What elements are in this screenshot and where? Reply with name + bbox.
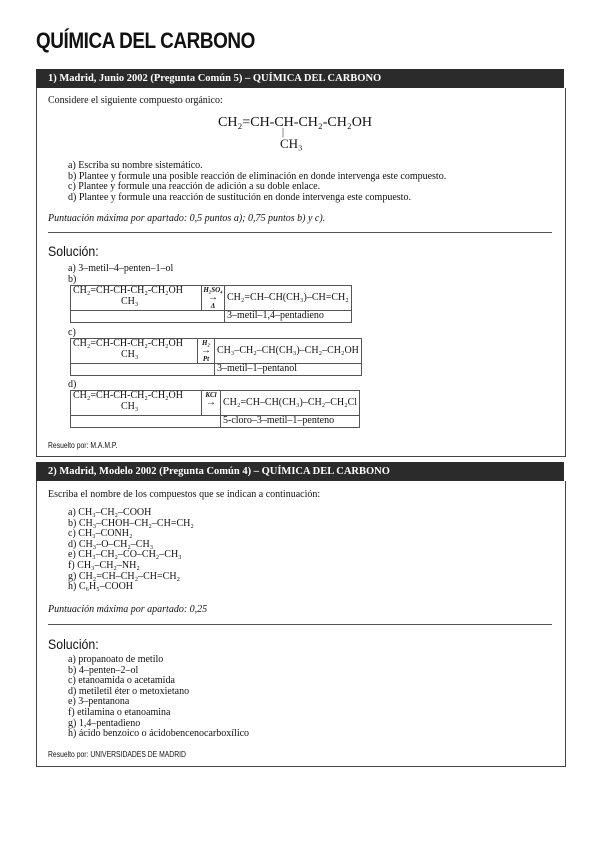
arrow-icon: → xyxy=(201,345,211,356)
q1-sol-c-label: c) xyxy=(68,327,76,338)
q1-resuelto: Resuelto por: M.A.M.P. xyxy=(48,441,118,450)
q1-formula-branch: CH₃ xyxy=(280,136,303,151)
q2-score: Puntuación máxima por apartado: 0,25 xyxy=(48,604,208,615)
reaction-c-conditions xyxy=(198,339,215,364)
q2-item-b: b) CH₃–CHOH–CH₂–CH=CH₂ xyxy=(68,517,194,529)
condition-bottom: Δ xyxy=(210,302,216,310)
reactant-main: CH₂=CH-CH-CH₂-CH₂OH xyxy=(73,285,183,296)
empty-cell xyxy=(71,311,225,323)
reaction-d-name: 5-cloro–3–metil–1–penteno xyxy=(221,416,360,428)
reaction-d-conditions xyxy=(202,391,221,416)
arrow-icon: → xyxy=(206,397,216,408)
q2-answer-g: g) 1,4–pentadieno xyxy=(68,717,141,729)
condition-top: H₂SO₄ xyxy=(203,286,223,294)
reaction-c-table xyxy=(70,338,362,376)
q2-answer-f: f) etilamina o etanoamina xyxy=(68,706,171,718)
q1-sol-b-label: b) xyxy=(68,274,77,285)
q1-item-a: a) Escriba su nombre sistemático. xyxy=(68,160,203,171)
reaction-d-table xyxy=(70,390,360,428)
q2-item-h: h) C₆H₅–COOH xyxy=(68,581,134,593)
reaction-d-reactant xyxy=(71,391,202,416)
q2-item-e: e) CH₃–CH₂–CO–CH₂–CH₃ xyxy=(68,549,182,561)
q1-intro: Considere el siguiente compuesto orgánico: xyxy=(48,95,223,106)
reactant-main: CH₂=CH-CH-CH₂-CH₂OH xyxy=(73,338,183,349)
q2-answers xyxy=(68,655,249,740)
empty-cell xyxy=(71,416,221,428)
q2-item-g: g) CH₂=CH–CH₂–CH=CH₂ xyxy=(68,570,181,582)
reaction-b-reactant xyxy=(71,286,202,311)
q1-divider xyxy=(48,232,552,233)
reaction-c-product: CH₃–CH₂–CH(CH₃)–CH₂–CH₂OH xyxy=(215,339,362,364)
q2-item-a: a) CH₃–CH₂–COOH xyxy=(68,507,152,518)
reaction-b-product: CH₂=CH–CH(CH₃)–CH=CH₂ xyxy=(225,286,352,311)
q1-item-b: b) Plantee y formule una posible reacción de eliminación en donde intervenga este compuesto. xyxy=(68,170,447,182)
q2-answer-c: c) etanoamida o acetamida xyxy=(68,675,175,687)
q2-resuelto: Resuelto por: UNIVERSIDADES DE MADRID xyxy=(48,750,186,759)
q2-divider xyxy=(48,624,552,625)
q2-item-d: d) CH₃–O–CH₂–CH₃ xyxy=(68,538,154,550)
arrow-icon: → xyxy=(208,292,218,303)
q2-items xyxy=(68,508,194,593)
reactant-branch: CH₃ xyxy=(121,400,139,412)
q2-answer-b: b) 4–penten–2–ol xyxy=(68,664,139,676)
question-2-header: 2) Madrid, Modelo 2002 (Pregunta Común 4) – QUÍMICA DEL CARBONO xyxy=(36,462,564,481)
condition-bottom: Pt xyxy=(202,355,210,363)
question-1-header: 1) Madrid, Junio 2002 (Pregunta Común 5) – QUÍMICA DEL CARBONO xyxy=(36,69,564,88)
reaction-d-product: CH₂=CH–CH(CH₃)–CH₂–CH₂Cl xyxy=(221,391,360,416)
q2-answer-a: a) propanoato de metilo xyxy=(68,654,164,665)
page-title: QUÍMICA DEL CARBONO xyxy=(36,28,255,53)
q2-answer-e: e) 3–pentanona xyxy=(68,696,130,708)
q1-items xyxy=(68,161,446,203)
q2-answer-h: h) ácido benzoico o ácidobencenocarboxílico xyxy=(68,728,250,740)
q1-sol-d-label: d) xyxy=(68,379,77,390)
q2-answer-d: d) metiletil éter o metoxietano xyxy=(68,685,190,697)
reactant-branch: CH₃ xyxy=(121,348,139,360)
reaction-b-table xyxy=(70,285,352,323)
q1-formula-main: CH₂=CH-CH-CH₂-CH₂OH xyxy=(218,115,372,130)
q1-solution-heading: Solución: xyxy=(48,243,99,259)
q2-solution-heading: Solución: xyxy=(48,636,99,652)
empty-cell xyxy=(71,364,215,376)
reactant-branch: CH₃ xyxy=(121,295,139,307)
q2-intro: Escriba el nombre de los compuestos que se indican a continuación: xyxy=(48,489,321,500)
q1-formula xyxy=(218,115,372,151)
reaction-b-conditions xyxy=(202,286,225,311)
reaction-c-name: 3–metil–1–pentanol xyxy=(215,364,362,376)
q1-item-d: d) Plantee y formule una reacción de sustitución en donde intervenga este compuesto. xyxy=(68,191,411,203)
reaction-b-name: 3–metil–1,4–pentadieno xyxy=(225,311,352,323)
reactant-main: CH₂=CH-CH-CH₂-CH₂OH xyxy=(73,390,183,401)
q2-item-f: f) CH₃–CH₂–NH₂ xyxy=(68,559,140,571)
condition-top: KCl xyxy=(205,391,217,399)
reaction-c-reactant xyxy=(71,339,198,364)
condition-top: H₂ xyxy=(202,339,210,347)
q1-item-c: c) Plantee y formule una reacción de adición a su doble enlace. xyxy=(68,181,321,193)
q1-score: Puntuación máxima por apartado: 0,5 puntos a); 0,75 puntos b) y c). xyxy=(48,213,326,224)
q1-sol-a: a) 3–metil–4–penten–1–ol xyxy=(68,263,174,274)
q2-item-c: c) CH₃–CONH₂ xyxy=(68,528,133,540)
q1-formula-bond: | xyxy=(282,127,285,138)
